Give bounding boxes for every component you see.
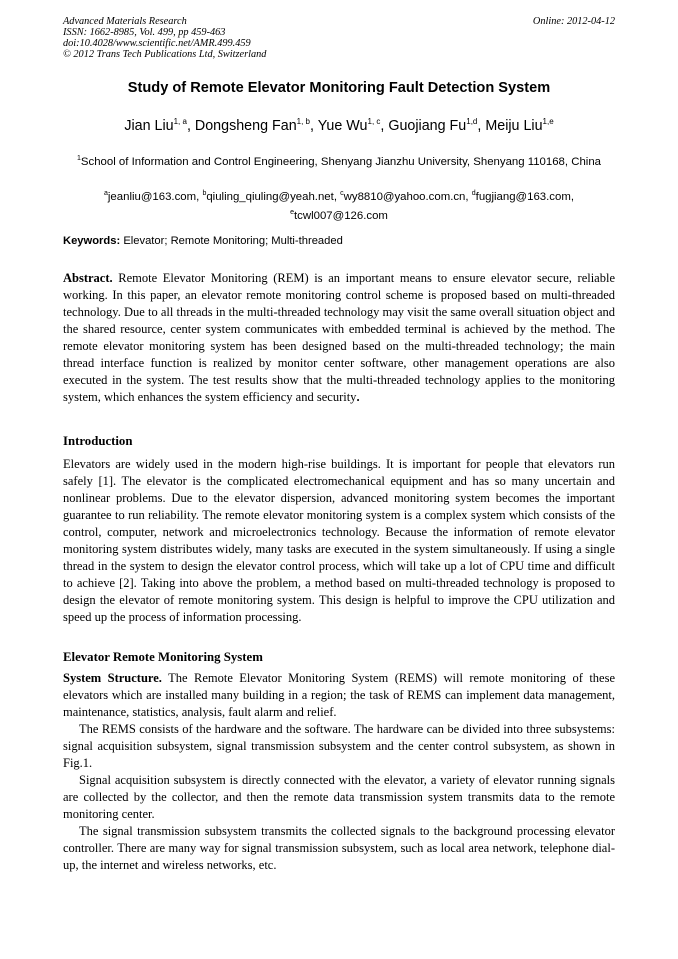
email-sup: b [202, 190, 207, 197]
email-sup: d [471, 190, 476, 197]
author-name: Jian Liu [124, 117, 174, 134]
email-list: $^a$jeanliu@163.com, $^b$qiuling_qiuling@yeah.net, $^c$wy8810@yahoo.com.cn, $^d$fugjiang@163.com, $^e$tcwl007@126.com [104, 190, 574, 222]
affiliation [63, 151, 615, 170]
author-list: Jian Liu$^{1, a}$, Dongsheng Fan$^{1, b}$, Yue Wu$^{1, c}$, Guojiang Fu$^{1,d}$, Meiju Liu$^{1,e}$ [124, 117, 554, 134]
journal-header [63, 16, 266, 60]
author-sup: 1,d [466, 117, 478, 126]
author-sup: 1,e [542, 117, 554, 126]
abstract-label: Abstract. [63, 271, 113, 285]
abstract [63, 270, 615, 406]
author-name: Guojiang Fu [388, 117, 467, 134]
abstract-end: . [356, 390, 360, 404]
email-sup: c [340, 190, 344, 197]
keywords-label: Keywords: [63, 235, 121, 247]
paper-title: Study of Remote Elevator Monitoring Fault Detection System [127, 80, 551, 96]
journal-doi: doi:10.4028/www.scientific.net/AMR.499.459 [63, 38, 251, 49]
introduction-text: Elevators are widely used in the modern high-rise buildings. It is important for people that elevators run safely [1]. The elevator is the complicated electromechanical equipment and has so many uncertain and nonlinear problems. Due to the elevator dispersion, advanced monitoring system becomes the important guarantee to run reliability. The remote elevator monitoring system is a complex system which consists of the control, computer, network and microelectronics technology. Because the information of remote elevator monitoring system distributes widely, many tasks are executed in the system simultaneously. If using a single thread in the system to design the elevator control process, which will take up a lot of CPU time and difficult to achieve [2]. Taking into above the problem, a method based on multi-threaded technology is proposed to design the elevator of remote monitoring system. This design is helpful to improve the CPU utilization and speed up the process of information processing. [63, 457, 615, 624]
email-sup: a [104, 190, 108, 197]
introduction-heading: Introduction [63, 434, 133, 448]
email-link[interactable]: tcwl007@126.com [294, 209, 388, 222]
author-name: Meiju Liu [485, 117, 543, 134]
erms-section [63, 670, 615, 874]
affiliation-sup: 1 [77, 155, 81, 162]
erms-p3: Signal acquisition subsystem is directly connected with the elevator, a variety of elevator running signals are collected by the collector, and then the remote data transmission system transmits data to the remote monitoring center. [63, 773, 615, 821]
erms-p1: The Remote Elevator Monitoring System (REMS) will remote monitoring of these elevators which are installed many building in a region; the task of REMS can implement data management, maintenance, statistics, analysis, fault alarm and relief. [63, 671, 616, 719]
author-sup: 1, a [173, 117, 187, 126]
author-name: Dongsheng Fan [194, 117, 297, 134]
erms-p4: The signal transmission subsystem transmits the collected signals to the background processing elevator controller. There are many way for signal transmission subsystem, such as local area network, telephone dial-up, the internet and wireless networks, etc. [63, 824, 615, 872]
erms-p2: The REMS consists of the hardware and the software. The hardware can be divided into three subsystems: signal acquisition subsystem, signal transmission subsystem and the center control subsystem, as shown in Fig.1. [63, 722, 615, 770]
email-link[interactable]: jeanliu@163.com [107, 190, 197, 203]
abstract-text: Remote Elevator Monitoring (REM) is an important means to ensure elevator secure, reliable working. In this paper, an elevator remote monitoring control scheme is proposed based on multi-threaded technology. Due to all threads in the multi-threaded technology may visit the same overall situation object and the shared resource, center system communicates with embedded terminal is achieved by the method. The remote elevator monitoring system has been designed based on the multi-threaded technology; the main thread interface function is realized by monitor center software, other management operations are also executed in the system. The test results show that the multi-threaded technology applies to the monitoring system, which enhances the system efficiency and security [63, 271, 616, 404]
online-date: Online: 2012-04-12 [532, 16, 615, 27]
author-name: Yue Wu [317, 117, 368, 134]
email-link[interactable]: wy8810@yahoo.com.cn [343, 190, 466, 203]
keywords-text: Elevator; Remote Monitoring; Multi-threaded [123, 235, 343, 247]
journal-name: Advanced Materials Research [63, 16, 187, 27]
email-link[interactable]: qiuling_qiuling@yeah.net [206, 190, 334, 203]
affiliation-text: School of Information and Control Engineering, Shenyang Jianzhu University, Shenyang 110168, China [80, 155, 601, 168]
author-sup: 1, c [367, 117, 381, 126]
email-link[interactable]: fugjiang@163.com [475, 190, 571, 203]
journal-copyright: © 2012 Trans Tech Publications Ltd, Switzerland [63, 49, 267, 60]
keywords [63, 235, 615, 247]
erms-paragraph [63, 670, 615, 721]
system-structure-label: System Structure. [63, 671, 162, 685]
erms-heading: Elevator Remote Monitoring System [63, 650, 263, 664]
journal-issn: ISSN: 1662-8985, Vol. 499, pp 459-463 [63, 27, 226, 38]
author-sup: 1, b [296, 117, 310, 126]
email-sup: e [290, 208, 295, 216]
